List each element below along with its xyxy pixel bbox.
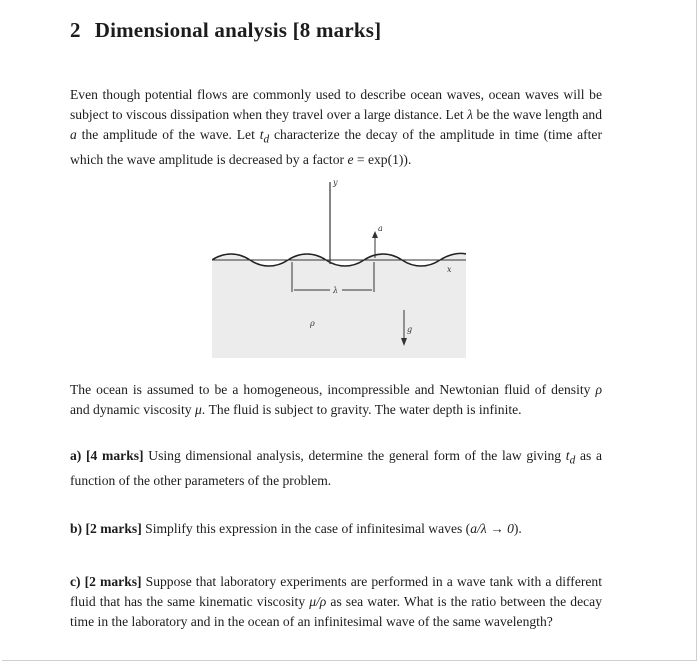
decay-time-symbol: t	[259, 127, 264, 142]
question-c-text-2: as sea water. What is the ratio between the decay time in the laboratory and in the ocean of an infinitesimal wave of the same wavelength?	[70, 594, 602, 629]
question-b-expression: a/λ → 0	[470, 521, 514, 536]
fluid-text-3: . The fluid is subject to gravity. The water depth is infinite.	[201, 402, 522, 417]
question-c	[70, 572, 602, 632]
wave-diagram	[212, 172, 466, 358]
question-b	[70, 519, 602, 539]
mu-symbol: μ	[194, 402, 202, 417]
euler-symbol: e	[347, 151, 354, 167]
question-c-label: c) [2 marks]	[70, 574, 142, 589]
amplitude-symbol: a	[70, 127, 77, 142]
question-c-expression: μ/ρ	[309, 594, 327, 609]
question-b-text-2: ).	[513, 521, 522, 536]
lambda-symbol: λ	[467, 107, 474, 122]
question-a-text-1: Using dimensional analysis, determine the general form of the law giving	[143, 448, 566, 463]
x-axis-label: x	[447, 265, 452, 274]
decay-time-subscript: d	[263, 133, 270, 146]
section-title: Dimensional analysis [8 marks]	[94, 18, 382, 42]
intro-text-3: the amplitude of the wave. Let	[76, 127, 260, 142]
intro-text-5: = exp(1)).	[353, 151, 412, 167]
question-a-text-2: as a function of the other parameters of the problem.	[70, 448, 603, 488]
fluid-paragraph	[70, 380, 602, 420]
intro-text-4: characterize the decay of the amplitude in time (time after which the wave amplitude is decreased by a factor	[70, 127, 602, 167]
question-a-label: a) [4 marks]	[70, 448, 144, 463]
fluid-text-2: and dynamic viscosity	[70, 402, 195, 417]
intro-paragraph	[70, 85, 602, 170]
density-label: ρ	[310, 319, 315, 328]
question-a	[70, 446, 602, 491]
section-heading	[70, 18, 381, 43]
wavelength-label: λ	[333, 286, 339, 295]
gravity-label: g	[407, 325, 413, 334]
intro-text-1: Even though potential flows are commonly used to describe ocean waves, ocean waves will be subject to viscous dissipation when they travel over a large distance. Let	[70, 87, 602, 122]
question-c-text-1: Suppose that laboratory experiments are performed in a wave tank with a different fluid that has the same kinematic viscosity	[70, 574, 602, 609]
question-a-td-subscript: d	[569, 454, 576, 467]
question-b-text-1: Simplify this expression in the case of infinitesimal waves (	[141, 521, 471, 536]
amplitude-label: a	[378, 224, 383, 233]
y-axis-label: y	[333, 178, 338, 187]
wave-figure	[212, 172, 466, 358]
intro-text-2: be the wave length and	[473, 107, 602, 122]
fluid-text-1: The ocean is assumed to be a homogeneous, incompressible and Newtonian fluid of density	[70, 382, 596, 397]
question-b-label: b) [2 marks]	[70, 521, 142, 536]
section-number: 2	[70, 18, 81, 42]
question-a-td-symbol: t	[565, 448, 570, 463]
rho-symbol: ρ	[595, 382, 602, 397]
